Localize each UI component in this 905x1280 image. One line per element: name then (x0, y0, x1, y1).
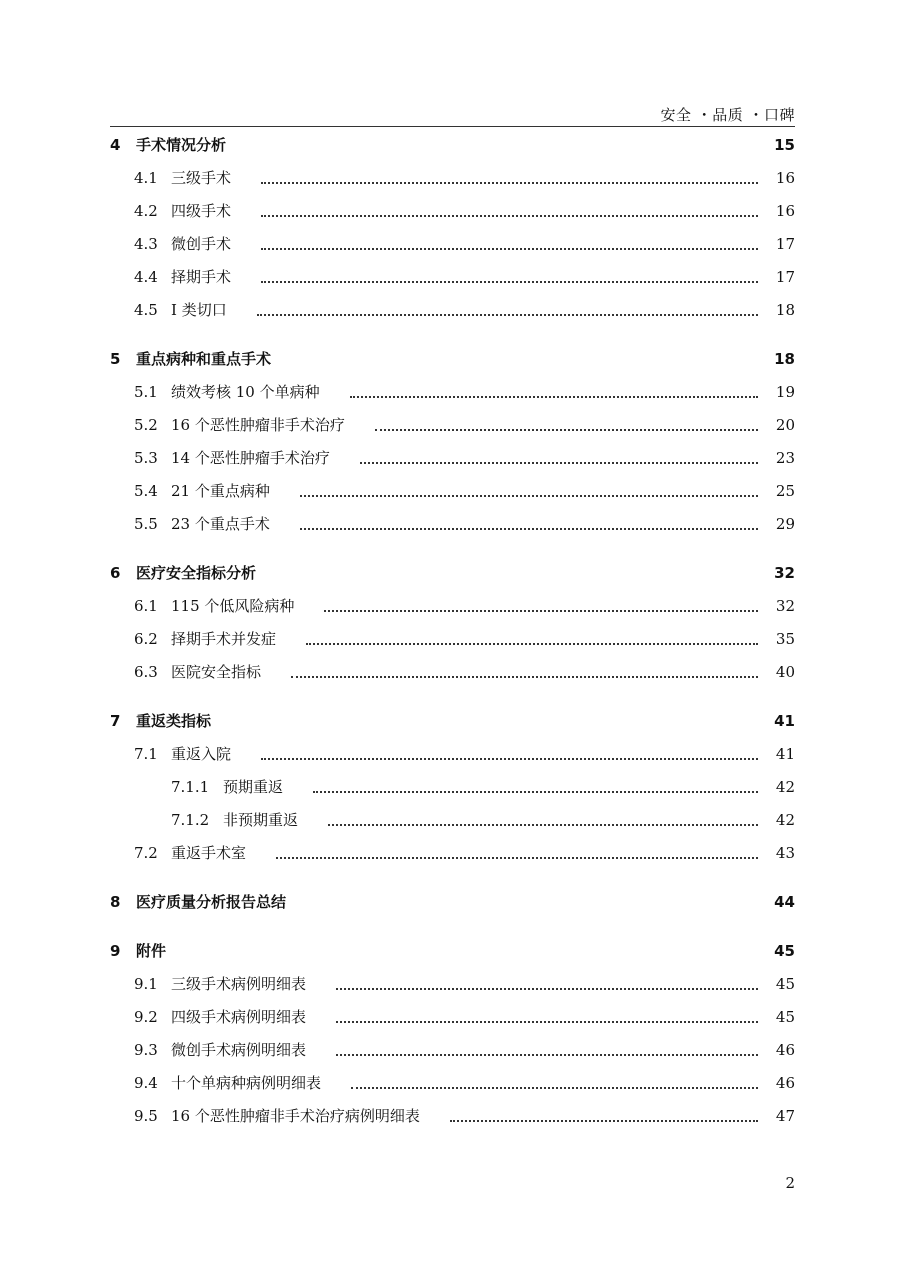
toc-entry-title: 附件 (136, 942, 167, 960)
toc-dot-leader (300, 495, 758, 497)
toc-section-entry[interactable] (110, 770, 795, 803)
toc-entry-title: 非预期重返 (223, 811, 299, 829)
toc-entry-title: 115 个低风险病种 (171, 597, 295, 615)
toc-dot-leader (300, 528, 758, 530)
toc-chapter-entry[interactable] (110, 128, 795, 161)
toc-entry-title: 23 个重点手术 (171, 515, 270, 533)
toc-section-entry[interactable] (110, 474, 795, 507)
toc-entry-number: 4.2 (134, 201, 158, 220)
toc-entry-page: 16 (775, 201, 795, 220)
toc-entry-number: 9.1 (134, 974, 158, 993)
toc-section-entry[interactable] (110, 227, 795, 260)
toc-entry-page: 47 (775, 1106, 795, 1125)
toc-entry-number: 9.2 (134, 1007, 158, 1026)
toc-dot-leader (261, 758, 758, 760)
toc-entry-number: 7.1.1 (171, 777, 210, 796)
toc-entry-title: 预期重返 (223, 778, 284, 796)
toc-chapter-entry[interactable] (110, 704, 795, 737)
toc-entry-number: 5.4 (134, 481, 158, 500)
toc-entry-page: 40 (775, 662, 795, 681)
toc-dot-leader (276, 857, 758, 859)
toc-section-entry[interactable] (110, 161, 795, 194)
toc-dot-leader (350, 396, 758, 398)
toc-entry-number: 4.4 (134, 267, 158, 286)
toc-chapter-entry[interactable] (110, 934, 795, 967)
toc-entry-title: 14 个恶性肿瘤手术治疗 (171, 449, 330, 467)
toc-dot-leader (257, 314, 758, 316)
toc-section-entry[interactable] (110, 655, 795, 688)
toc-section-entry[interactable] (110, 260, 795, 293)
toc-entry-title: 择期手术并发症 (171, 630, 277, 648)
toc-entry-title: I 类切口 (171, 301, 227, 319)
toc-entry-title: 四级手术病例明细表 (171, 1008, 307, 1026)
toc-entry-title: 医院安全指标 (171, 663, 262, 681)
toc-entry-number: 7 (110, 711, 121, 730)
toc-entry-number: 9.4 (134, 1073, 158, 1092)
toc-entry-title: 医疗质量分析报告总结 (136, 893, 287, 911)
toc-entry-number: 6 (110, 563, 121, 582)
toc-entry-title: 重返手术室 (171, 844, 247, 862)
toc-entry-page: 19 (775, 382, 795, 401)
toc-entry-page: 45 (775, 1007, 795, 1026)
toc-entry-page: 42 (775, 777, 795, 796)
toc-section-entry[interactable] (110, 1099, 795, 1132)
toc-entry-number: 6.1 (134, 596, 158, 615)
toc-dot-leader (375, 429, 758, 431)
toc-entry-number: 7.2 (134, 843, 158, 862)
toc-entry-number: 9.5 (134, 1106, 158, 1125)
toc-entry-title: 四级手术 (171, 202, 232, 220)
toc-dot-leader (351, 1087, 758, 1089)
toc-section-entry[interactable] (110, 408, 795, 441)
toc-section-entry[interactable] (110, 507, 795, 540)
toc-section-entry[interactable] (110, 194, 795, 227)
toc-dot-leader (336, 1054, 758, 1056)
page-number: 2 (785, 1174, 795, 1192)
toc-entry-page: 16 (775, 168, 795, 187)
toc-entry-page: 17 (775, 267, 795, 286)
toc-entry-page: 20 (775, 415, 795, 434)
toc-entry-page: 41 (774, 711, 795, 730)
toc-entry-number: 4.5 (134, 300, 158, 319)
toc-entry-page: 23 (775, 448, 795, 467)
toc-entry-page: 25 (775, 481, 795, 500)
toc-dot-leader (324, 610, 758, 612)
toc-entry-number: 5.2 (134, 415, 158, 434)
toc-entry-page: 43 (775, 843, 795, 862)
toc-chapter-entry[interactable] (110, 556, 795, 589)
toc-entry-page: 17 (775, 234, 795, 253)
toc-dot-leader (336, 1021, 758, 1023)
toc-section-entry[interactable] (110, 737, 795, 770)
toc-dot-leader (360, 462, 758, 464)
toc-entry-number: 7.1 (134, 744, 158, 763)
toc-entry-title: 21 个重点病种 (171, 482, 270, 500)
toc-entry-title: 微创手术病例明细表 (171, 1041, 307, 1059)
toc-dot-leader (336, 988, 758, 990)
toc-entry-title: 三级手术病例明细表 (171, 975, 307, 993)
toc-entry-title: 16 个恶性肿瘤非手术治疗 (171, 416, 345, 434)
toc-entry-title: 重点病种和重点手术 (136, 350, 272, 368)
toc-entry-page: 32 (774, 563, 795, 582)
page-header (110, 104, 795, 127)
toc-dot-leader (306, 643, 758, 645)
toc-entry-number: 9.3 (134, 1040, 158, 1059)
toc-dot-leader (328, 824, 758, 826)
toc-entry-number: 5 (110, 349, 121, 368)
toc-section-entry[interactable] (110, 1066, 795, 1099)
toc-entry-page: 35 (775, 629, 795, 648)
toc-entry-page: 18 (774, 349, 795, 368)
toc-section-entry[interactable] (110, 441, 795, 474)
toc-entry-number: 4.3 (134, 234, 158, 253)
toc-entry-number: 5.1 (134, 382, 158, 401)
toc-entry-number: 4 (110, 135, 121, 154)
toc-entry-number: 6.3 (134, 662, 158, 681)
toc-entry-page: 18 (775, 300, 795, 319)
toc-section-entry[interactable] (110, 836, 795, 869)
toc-entry-page: 42 (775, 810, 795, 829)
toc-entry-number: 7.1.2 (171, 810, 210, 829)
toc-entry-page: 32 (775, 596, 795, 615)
toc-section-entry[interactable] (110, 967, 795, 1000)
toc-dot-leader (450, 1120, 758, 1122)
toc-section-entry[interactable] (110, 803, 795, 836)
toc-dot-leader (261, 248, 758, 250)
toc-entry-page: 46 (775, 1073, 795, 1092)
toc-entry-title: 十个单病种病例明细表 (171, 1074, 322, 1092)
toc-entry-page: 45 (774, 941, 795, 960)
header-slogan: 安全 ・品质 ・口碑 (660, 106, 795, 124)
toc-entry-page: 44 (774, 892, 795, 911)
toc-section-entry[interactable] (110, 293, 795, 326)
table-of-contents (110, 128, 795, 1132)
toc-entry-page: 41 (775, 744, 795, 763)
toc-entry-number: 6.2 (134, 629, 158, 648)
toc-dot-leader (261, 215, 758, 217)
toc-entry-title: 绩效考核 10 个单病种 (171, 383, 320, 401)
toc-entry-page: 15 (774, 135, 795, 154)
toc-dot-leader (291, 676, 758, 678)
toc-entry-title: 手术情况分析 (136, 136, 227, 154)
toc-chapter-entry[interactable] (110, 342, 795, 375)
toc-entry-number: 9 (110, 941, 121, 960)
toc-entry-title: 重返类指标 (136, 712, 212, 730)
toc-section-entry[interactable] (110, 375, 795, 408)
toc-entry-number: 4.1 (134, 168, 158, 187)
toc-section-entry[interactable] (110, 1033, 795, 1066)
toc-dot-leader (261, 182, 758, 184)
toc-chapter-entry[interactable] (110, 885, 795, 918)
toc-entry-number: 5.5 (134, 514, 158, 533)
toc-entry-title: 择期手术 (171, 268, 232, 286)
toc-entry-title: 微创手术 (171, 235, 232, 253)
toc-entry-page: 45 (775, 974, 795, 993)
toc-dot-leader (261, 281, 758, 283)
toc-dot-leader (313, 791, 758, 793)
toc-section-entry[interactable] (110, 1000, 795, 1033)
toc-section-entry[interactable] (110, 622, 795, 655)
toc-entry-number: 5.3 (134, 448, 158, 467)
toc-entry-page: 46 (775, 1040, 795, 1059)
toc-entry-title: 医疗安全指标分析 (136, 564, 257, 582)
toc-entry-page: 29 (775, 514, 795, 533)
toc-entry-title: 三级手术 (171, 169, 232, 187)
toc-section-entry[interactable] (110, 589, 795, 622)
toc-entry-title: 重返入院 (171, 745, 232, 763)
toc-entry-number: 8 (110, 892, 121, 911)
toc-entry-title: 16 个恶性肿瘤非手术治疗病例明细表 (171, 1107, 420, 1125)
